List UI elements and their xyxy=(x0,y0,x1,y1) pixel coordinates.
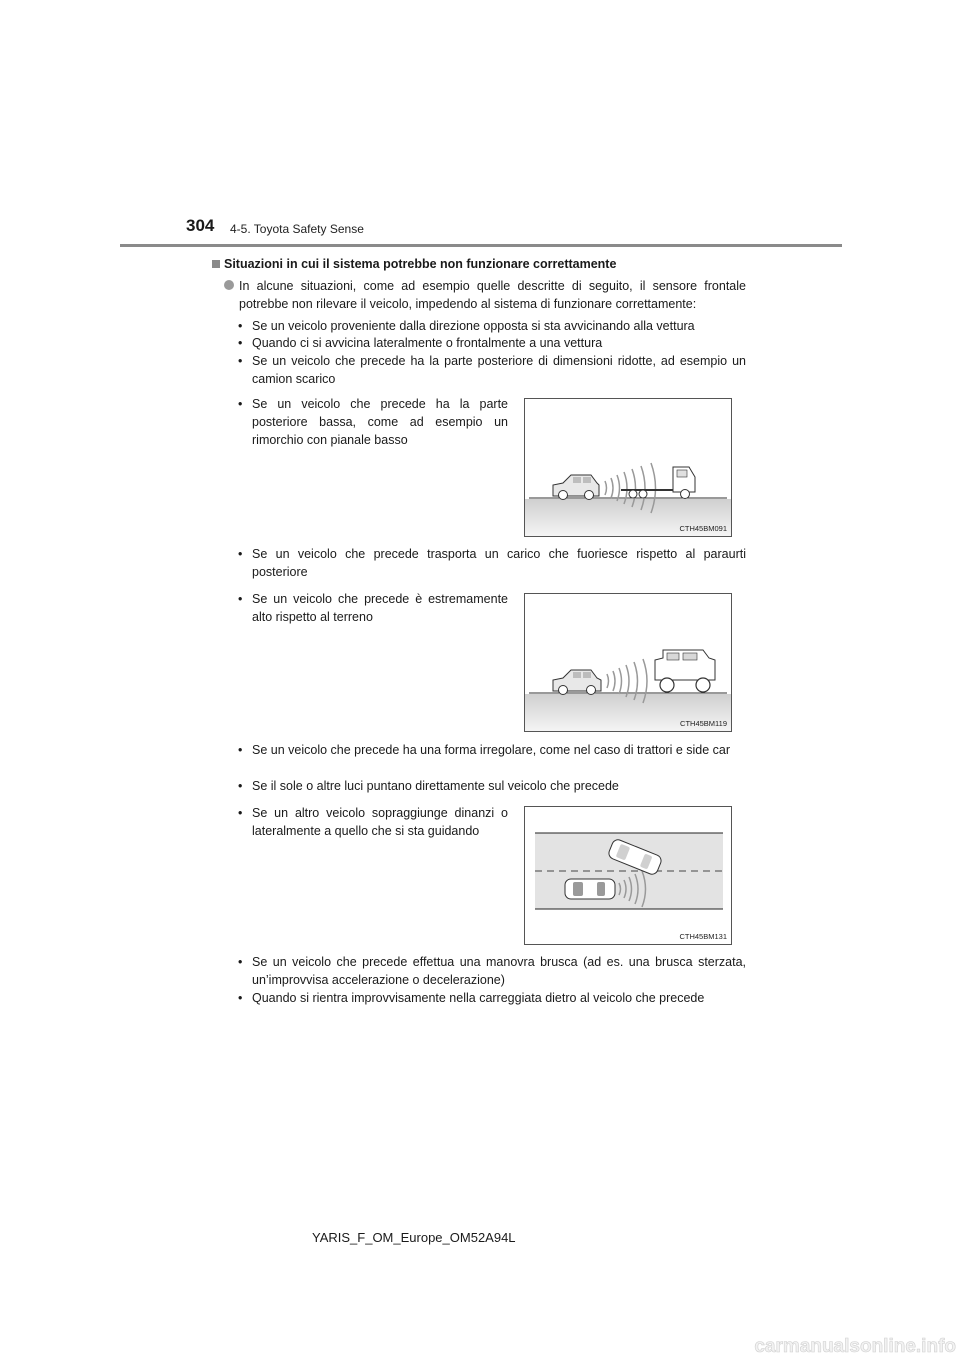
figure-cut-in xyxy=(524,806,732,945)
bullet-mark: • xyxy=(238,955,243,969)
bullet-mark: • xyxy=(238,806,243,820)
section-title: 4-5. Toyota Safety Sense xyxy=(230,222,364,236)
list-item xyxy=(238,777,746,795)
intro-paragraph xyxy=(224,277,746,313)
bullet-mark: • xyxy=(238,319,243,333)
illustration-tall-vehicle xyxy=(525,594,731,731)
list-item-text: Se un veicolo che precede ha la parte posteriore bassa, come ad esempio un rimorchio con pianale basso xyxy=(252,397,508,447)
illustration-low-trailer xyxy=(525,399,731,536)
bullet-mark: • xyxy=(238,743,243,757)
illustration-cut-in xyxy=(525,807,731,944)
watermark xyxy=(0,1334,960,1358)
list-item-text: Se un veicolo che precede ha una forma irregolare, come nel caso di trattori e side car xyxy=(252,743,731,757)
figure-low-trailer xyxy=(524,398,732,537)
bullet-mark: • xyxy=(238,592,243,606)
bullet-mark: • xyxy=(238,397,243,411)
square-bullet-icon xyxy=(212,260,220,268)
list-item xyxy=(238,334,746,352)
list-item-text: Quando si rientra improvvisamente nella carreggiata dietro al veicolo che precede xyxy=(252,991,705,1005)
list-item-text: Se un veicolo che precede è estremamente alto rispetto al terreno xyxy=(252,592,508,624)
list-item-text: Se un veicolo che precede ha la parte posteriore di dimensioni ridotte, ad esempio un camion scarico xyxy=(252,354,746,386)
page-number: 304 xyxy=(186,216,215,235)
figure-tall-vehicle xyxy=(524,593,732,732)
list-item xyxy=(238,989,746,1007)
figure-code: CTH45BM091 xyxy=(679,524,727,533)
figure-code: CTH45BM119 xyxy=(680,719,727,728)
circle-bullet-icon xyxy=(224,280,234,290)
bullet-mark: • xyxy=(238,547,243,561)
list-item xyxy=(238,352,746,388)
list-item-text: Se un veicolo che precede effettua una manovra brusca (ad es. una brusca sterzata, un’improvvisa accelerazione o decelerazione) xyxy=(252,955,746,987)
list-item-text: Quando ci si avvicina lateralmente o frontalmente a una vettura xyxy=(252,336,603,350)
list-item-text: Se un veicolo che precede trasporta un carico che fuoriesce rispetto al paraurti posteriore xyxy=(252,547,746,579)
list-item xyxy=(238,395,508,449)
bullet-mark: • xyxy=(238,991,243,1005)
heading-text: Situazioni in cui il sistema potrebbe non funzionare correttamente xyxy=(224,257,617,271)
figure-code: CTH45BM131 xyxy=(679,932,727,941)
document-footer: YARIS_F_OM_Europe_OM52A94L xyxy=(312,1230,516,1245)
bullet-mark: • xyxy=(238,779,243,793)
list-item xyxy=(238,804,508,840)
bullet-mark: • xyxy=(238,336,243,350)
list-item-text: Se un veicolo proveniente dalla direzione opposta si sta avvicinando alla vettura xyxy=(252,319,695,333)
list-item xyxy=(238,545,746,581)
list-item xyxy=(238,953,746,989)
watermark-logo xyxy=(0,1334,960,1358)
bullet-mark: • xyxy=(238,354,243,368)
header-rule xyxy=(120,244,842,247)
list-item-text: Se un altro veicolo sopraggiunge dinanzi o lateralmente a quello che si sta guidando xyxy=(252,806,508,838)
list-item xyxy=(238,590,508,626)
list-item xyxy=(238,741,746,759)
svg-text:carmanualsonline.info: carmanualsonline.info xyxy=(754,1336,956,1357)
section-heading xyxy=(212,257,772,271)
intro-text: In alcune situazioni, come ad esempio quelle descritte di seguito, il sensore frontale potrebbe non rilevare il veicolo, impedendo al sistema di funzionare correttamente: xyxy=(239,279,746,311)
list-item-text: Se il sole o altre luci puntano direttamente sul veicolo che precede xyxy=(252,779,619,793)
list-item xyxy=(238,317,746,335)
